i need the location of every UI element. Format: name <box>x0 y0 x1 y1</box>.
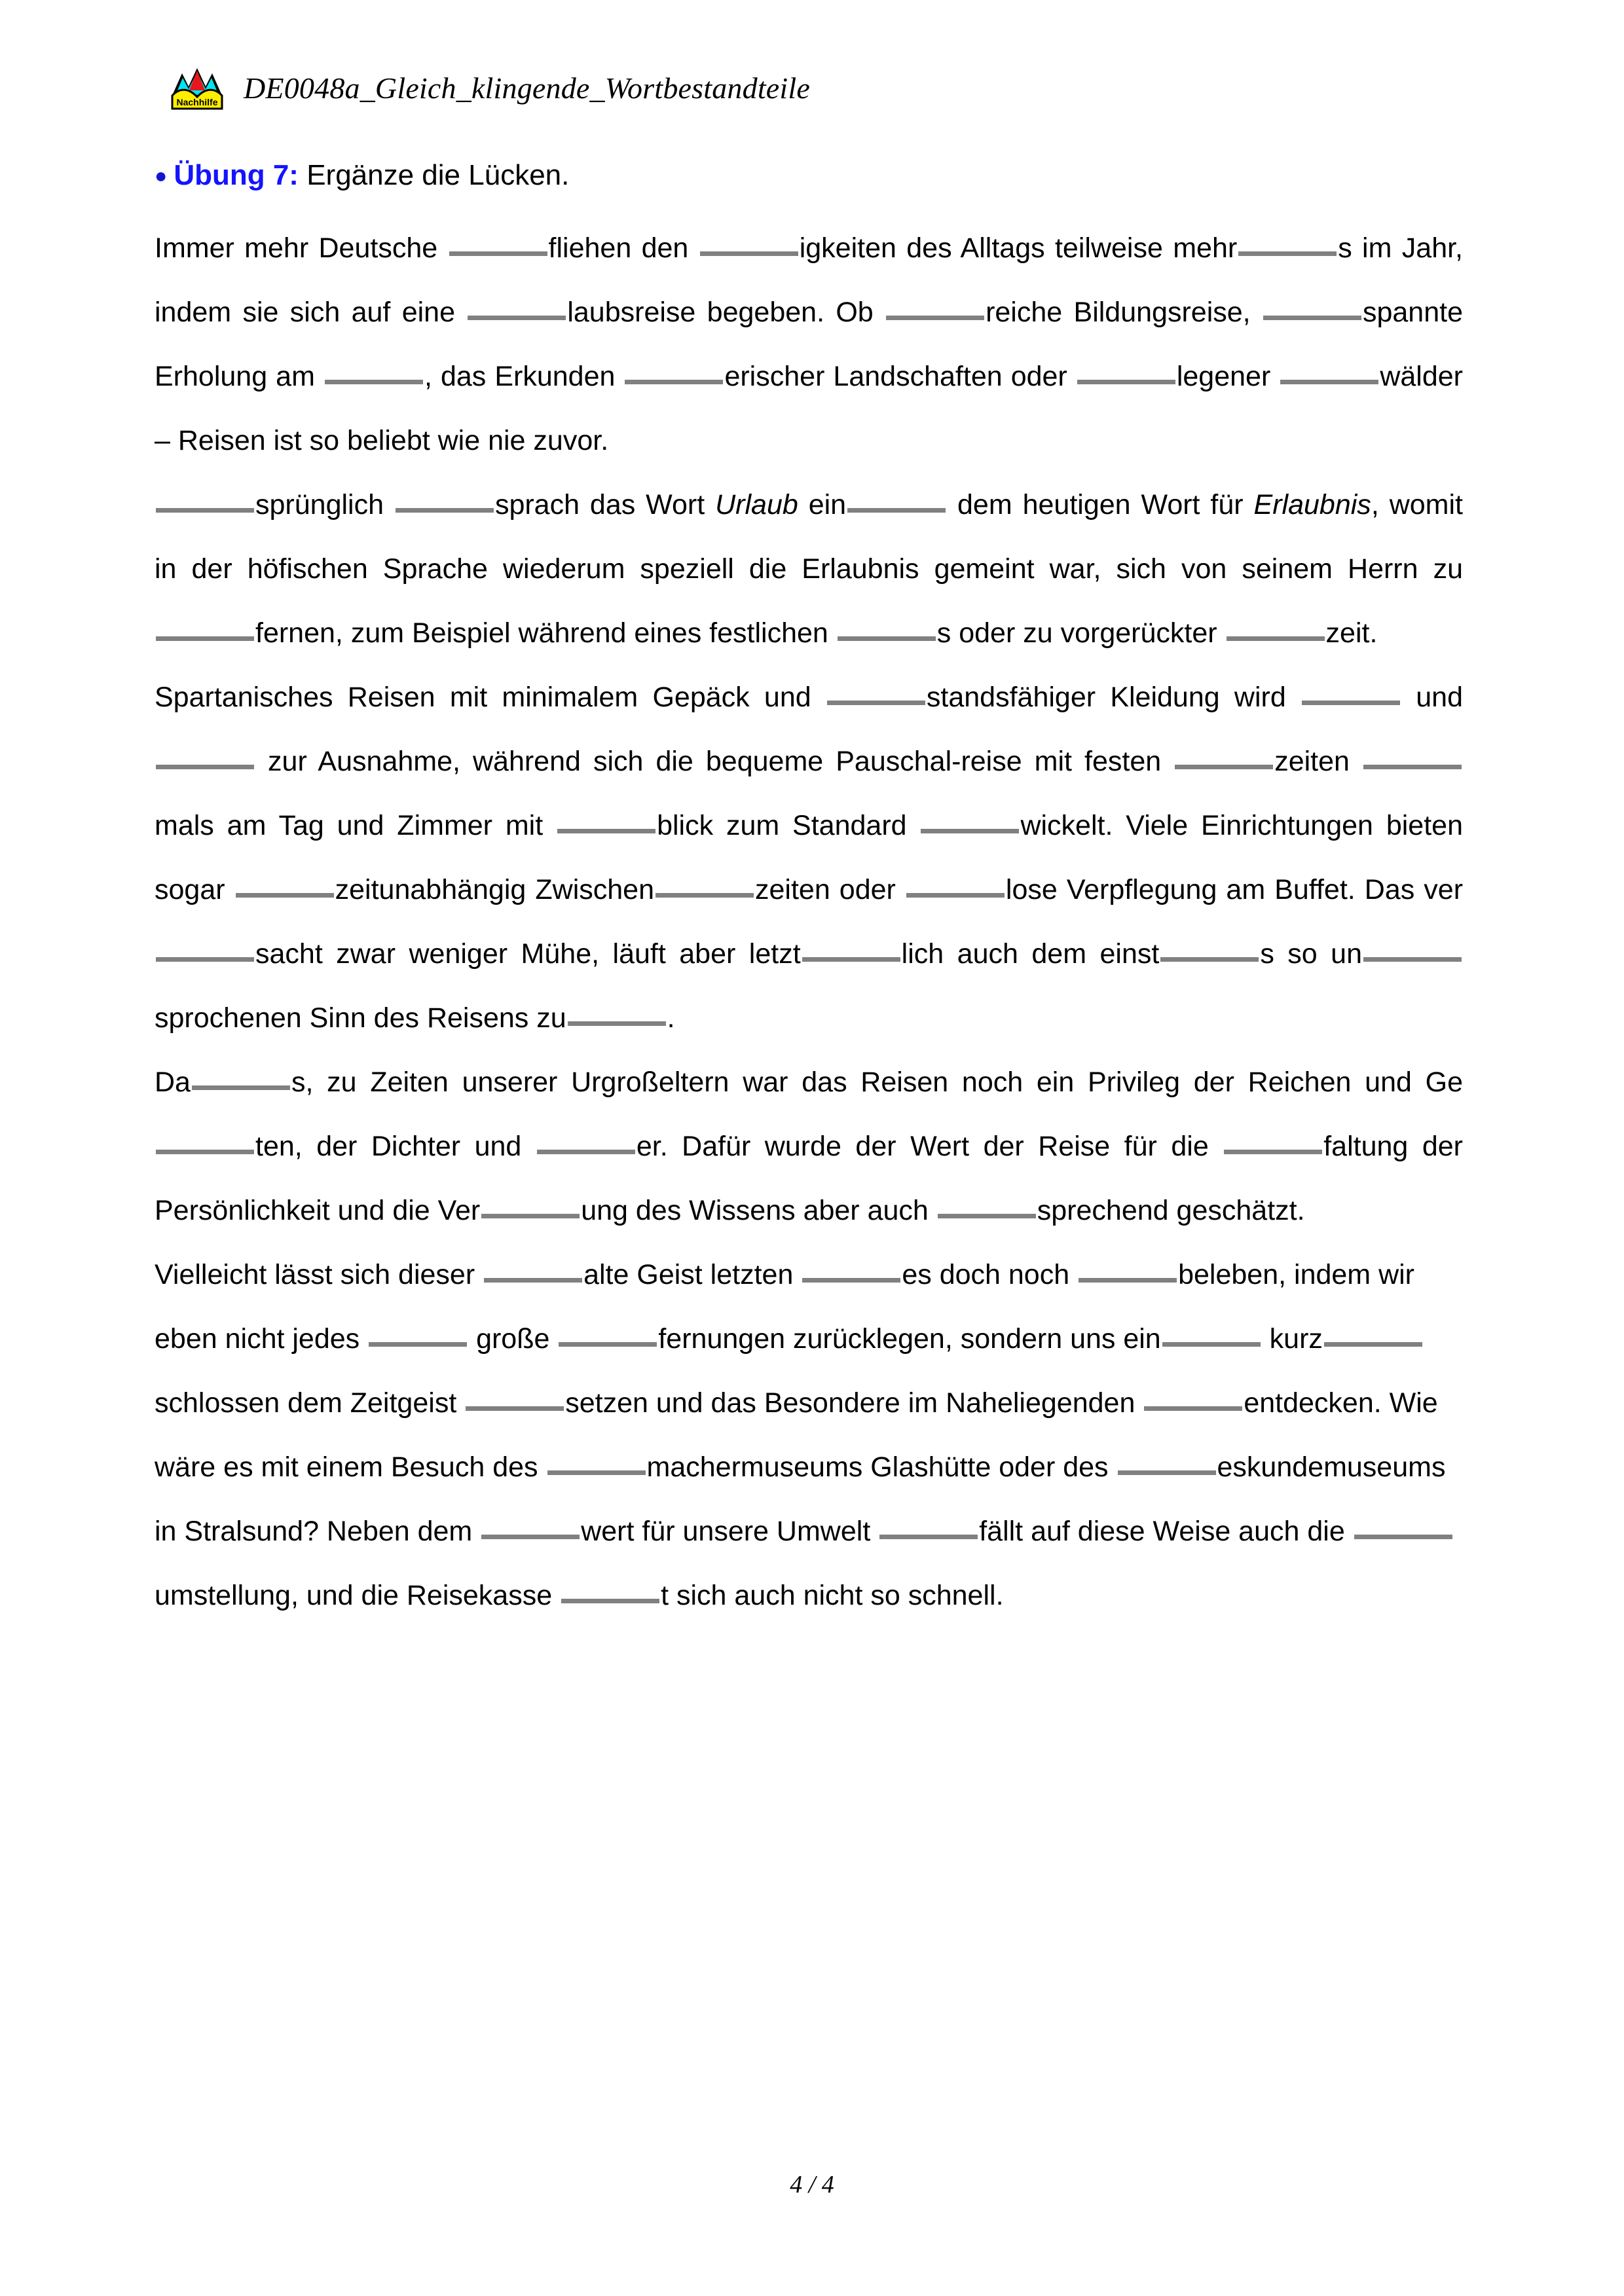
cloze-text: umstellung, und die Reisekasse <box>155 1580 561 1611</box>
cloze-text: zeiten oder <box>755 874 905 905</box>
fill-in-blank[interactable] <box>156 957 254 962</box>
fill-in-blank[interactable] <box>802 1278 900 1283</box>
cloze-text: Immer mehr Deutsche <box>155 232 448 264</box>
cloze-text: es doch noch <box>902 1259 1078 1290</box>
fill-in-blank[interactable] <box>879 1535 978 1539</box>
cloze-text: und <box>1401 682 1463 713</box>
cloze-text: wickelt. Viele Einrichtungen bieten sogar <box>155 810 1463 905</box>
document-header <box>169 64 810 113</box>
fill-in-blank[interactable] <box>468 316 566 320</box>
cloze-text: wälder – Reisen ist so beliebt wie nie zuvor. <box>155 361 1463 456</box>
cloze-text: zeiten <box>1274 746 1362 777</box>
fill-in-blank[interactable] <box>1363 765 1462 769</box>
fill-in-blank[interactable] <box>1324 1342 1422 1347</box>
cloze-text: machermuseums Glashütte oder des <box>646 1451 1116 1483</box>
cloze-text: schlossen dem Zeitgeist <box>155 1387 465 1419</box>
fill-in-blank[interactable] <box>1302 701 1400 705</box>
cloze-text: sprach das Wort <box>494 489 716 520</box>
fill-in-blank[interactable] <box>568 1021 666 1026</box>
page-footer <box>0 2170 1624 2199</box>
emphasized-word: Urlaub <box>715 489 798 520</box>
cloze-text: sprochenen Sinn des Reisens zu <box>155 1002 566 1034</box>
exercise-heading <box>155 159 569 192</box>
cloze-text: , womit in der höfischen Sprache wiederum speziell die Erlaubnis gemeint war, sich von seinem Herrn zu <box>155 489 1463 585</box>
cloze-text: spannte Erholung am <box>155 297 1463 392</box>
emphasized-word: Erlaubnis <box>1253 489 1371 520</box>
cloze-text: s oder zu vorgerückter <box>936 617 1225 649</box>
cloze-text: fällt auf diese Weise auch die <box>979 1516 1353 1547</box>
cloze-text: wert für unsere Umwelt <box>581 1516 879 1547</box>
cloze-text: faltung der Persönlichkeit und die Ver <box>155 1131 1463 1226</box>
fill-in-blank[interactable] <box>938 1214 1036 1218</box>
fill-in-blank[interactable] <box>921 829 1019 833</box>
cloze-text: reiche Bildungsreise, <box>986 297 1262 328</box>
fill-in-blank[interactable] <box>537 1150 635 1154</box>
cloze-text: erischer Landschaften oder <box>724 361 1076 392</box>
fill-in-blank[interactable] <box>1280 380 1378 384</box>
cloze-paragraph <box>155 1243 1463 1628</box>
cloze-text: ein <box>798 489 847 520</box>
cloze-text: er. Dafür wurde der Wert der Reise für die <box>636 1131 1223 1162</box>
fill-in-blank[interactable] <box>1263 316 1361 320</box>
cloze-text: , das Erkunden <box>424 361 624 392</box>
cloze-text: lich auch dem einst <box>901 938 1160 970</box>
cloze-text: beleben, indem wir eben nicht jedes <box>155 1259 1415 1355</box>
fill-in-blank[interactable] <box>481 1535 580 1539</box>
cloze-text: legener <box>1176 361 1280 392</box>
cloze-text: dem heutigen Wort für <box>947 489 1254 520</box>
fill-in-blank[interactable] <box>802 957 900 962</box>
fill-in-blank[interactable] <box>1118 1470 1216 1475</box>
fill-in-blank[interactable] <box>156 508 254 513</box>
cloze-text: s im Jahr, indem sie sich auf eine <box>155 232 1464 328</box>
fill-in-blank[interactable] <box>625 380 723 384</box>
cloze-text: große <box>468 1323 558 1355</box>
fill-in-blank[interactable] <box>325 380 423 384</box>
exercise-instruction-text: Ergänze die Lücken. <box>306 159 570 191</box>
cloze-text: blick zum Standard <box>657 810 920 841</box>
cloze-text: mals am Tag und Zimmer mit <box>155 810 557 841</box>
cloze-text: standsfähiger Kleidung wird <box>926 682 1301 713</box>
fill-in-blank[interactable] <box>156 765 254 769</box>
fill-in-blank[interactable] <box>1079 1278 1177 1283</box>
cloze-paragraph <box>155 473 1463 665</box>
fill-in-blank[interactable] <box>700 251 798 256</box>
cloze-text: zeit. <box>1325 617 1378 649</box>
fill-in-blank[interactable] <box>827 701 925 705</box>
cloze-text: laubsreise begeben. Ob <box>567 297 885 328</box>
fill-in-blank[interactable] <box>1175 765 1273 769</box>
fill-in-blank[interactable] <box>236 893 334 898</box>
logo-label: Nachhilfe <box>176 97 218 107</box>
cloze-paragraph <box>155 216 1463 473</box>
fill-in-blank[interactable] <box>838 636 936 641</box>
fill-in-blank[interactable] <box>156 1150 254 1154</box>
fill-in-blank[interactable] <box>906 893 1005 898</box>
cloze-text: entdecken. Wie wäre es mit einem Besuch des <box>155 1387 1438 1483</box>
cloze-text: zeitunabhängig Zwischen <box>335 874 654 905</box>
fill-in-blank[interactable] <box>484 1278 582 1283</box>
fill-in-blank[interactable] <box>1354 1535 1452 1539</box>
cloze-text: fernungen zurücklegen, sondern uns ein <box>658 1323 1161 1355</box>
cloze-text: s, zu Zeiten unserer Urgroßeltern war das Reisen noch ein Privileg der Reichen und Ge <box>291 1066 1463 1098</box>
cloze-text: sacht zwar weniger Mühe, läuft aber letzt <box>255 938 801 970</box>
cloze-text: igkeiten des Alltags teilweise mehr <box>799 232 1238 264</box>
cloze-text: Spartanisches Reisen mit minimalem Gepäck und <box>155 682 826 713</box>
fill-in-blank[interactable] <box>1077 380 1175 384</box>
fill-in-blank[interactable] <box>547 1470 646 1475</box>
fill-in-blank[interactable] <box>655 893 754 898</box>
cloze-text: t sich auch nicht so schnell. <box>661 1580 1004 1611</box>
cloze-text: lose Verpflegung am Buffet. Das ver <box>1005 874 1464 905</box>
cloze-text: eskundemuseums in Stralsund? Neben dem <box>155 1451 1446 1547</box>
fill-in-blank[interactable] <box>1144 1406 1242 1411</box>
fill-in-blank[interactable] <box>559 1342 657 1347</box>
bullet-icon: ● <box>155 164 168 187</box>
fill-in-blank[interactable] <box>466 1406 564 1411</box>
cloze-text: zur Ausnahme, während sich die bequeme Pauschal-reise mit festen <box>255 746 1174 777</box>
cloze-text: Vielleicht lässt sich dieser <box>155 1259 483 1290</box>
cloze-text: alte Geist letzten <box>583 1259 802 1290</box>
fill-in-blank[interactable] <box>886 316 984 320</box>
cloze-text: s so un <box>1260 938 1363 970</box>
fill-in-blank[interactable] <box>481 1214 580 1218</box>
fill-in-blank[interactable] <box>156 636 254 641</box>
exercise-label: Übung 7: <box>174 159 299 191</box>
cloze-text: . <box>667 1002 675 1034</box>
fill-in-blank[interactable] <box>847 508 946 513</box>
cloze-text: Da <box>155 1066 191 1098</box>
fill-in-blank[interactable] <box>369 1342 467 1347</box>
fill-in-blank[interactable] <box>1238 251 1337 256</box>
cloze-text: fernen, zum Beispiel während eines festlichen <box>255 617 836 649</box>
fill-in-blank[interactable] <box>1160 957 1259 962</box>
cloze-text: ten, der Dichter und <box>255 1131 536 1162</box>
cloze-text: sprechend geschätzt. <box>1037 1195 1305 1226</box>
exercise-instruction <box>299 159 306 191</box>
exercise-body <box>155 216 1463 1628</box>
fill-in-blank[interactable] <box>561 1599 659 1603</box>
document-title: DE0048a_Gleich_klingende_Wortbestandteile <box>244 71 810 105</box>
fill-in-blank[interactable] <box>1227 636 1325 641</box>
cloze-paragraph <box>155 1050 1463 1243</box>
cloze-paragraph <box>155 665 1463 1050</box>
nachhilfe-mountain-logo-icon <box>169 64 225 113</box>
fill-in-blank[interactable] <box>557 829 655 833</box>
cloze-text: ung des Wissens aber auch <box>581 1195 936 1226</box>
fill-in-blank[interactable] <box>192 1085 290 1090</box>
cloze-text: fliehen den <box>548 232 699 264</box>
fill-in-blank[interactable] <box>1224 1150 1322 1154</box>
fill-in-blank[interactable] <box>1162 1342 1261 1347</box>
fill-in-blank[interactable] <box>396 508 494 513</box>
cloze-text: setzen und das Besondere im Naheliegenden <box>565 1387 1143 1419</box>
page-number: 4 / 4 <box>790 2171 834 2198</box>
fill-in-blank[interactable] <box>449 251 547 256</box>
fill-in-blank[interactable] <box>1363 957 1462 962</box>
cloze-text: kurz <box>1261 1323 1323 1355</box>
cloze-text: sprünglich <box>255 489 394 520</box>
